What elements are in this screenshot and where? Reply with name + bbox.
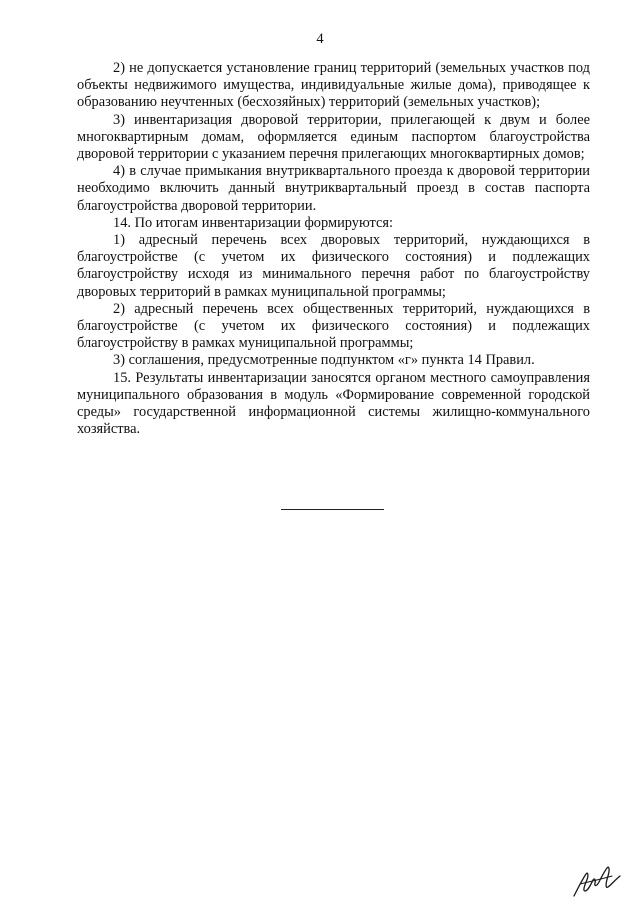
page-number: 4	[316, 31, 324, 47]
paragraph-item-3: 3) инвентаризация дворовой территории, прилегающей к двум и более многоквартирным домам, оформляется единым паспортом благоустройства дворовой территории с указанием перечня прилегающих многоквартирных домов;	[77, 111, 590, 163]
document-body	[77, 60, 590, 438]
paragraph-list-2: 2) адресный перечень всех общественных территорий, нуждающихся в благоустройстве (с учетом их физического состояния) и подлежащих благоустройству в рамках муниципальной программы;	[77, 300, 590, 352]
end-separator-line	[281, 509, 384, 510]
paragraph-item-4: 4) в случае примыкания внутриквартального проезда к дворовой территории необходимо включить данный внутриквартальный проезд в состав паспорта благоустройства дворовой территории.	[77, 163, 590, 214]
handwritten-signature	[566, 862, 626, 900]
paragraph-section-14: 14. По итогам инвентаризации формируются:	[113, 214, 394, 231]
paragraph-list-3: 3) соглашения, предусмотренные подпунктом «г» пункта 14 Правил.	[113, 352, 535, 369]
paragraph-list-1: 1) адресный перечень всех дворовых территорий, нуждающихся в благоустройстве (с учетом их физического состояния) и подлежащих благоустройству исходя из минимального перечня работ по благоустройству дворовых территорий в рамках муниципальной программы;	[77, 232, 590, 300]
paragraph-item-2: 2) не допускается установление границ территорий (земельных участков под объекты недвижимого имущества, индивидуальные жилые дома), приводящее к образованию неучтенных (бесхозяйных) территорий (земельных участков);	[77, 60, 590, 111]
paragraph-section-15: 15. Результаты инвентаризации заносятся органом местного самоуправления муниципального образования в модуль «Формирование современной городской среды» государственной информационной системы жилищно-коммунального хозяйства.	[77, 369, 590, 438]
